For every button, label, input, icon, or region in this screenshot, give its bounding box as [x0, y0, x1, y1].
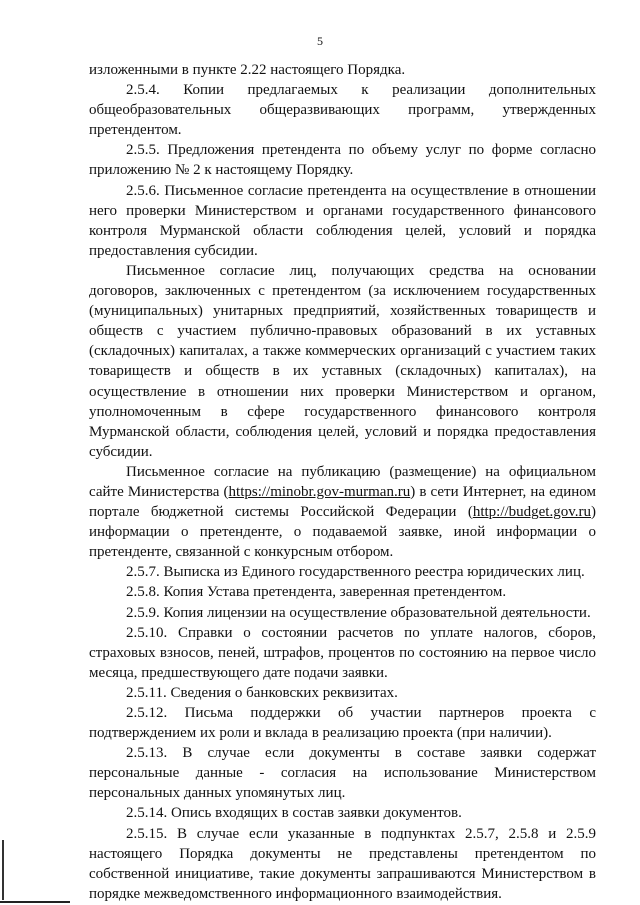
- consent-publication-text-2: ) в сети Интернет, на едином портале бюджетной системы Российской Федерации (: [89, 483, 596, 521]
- minobr-site-link[interactable]: https://minobr.gov-murman.ru: [228, 483, 411, 500]
- paragraph-2-5-10: 2.5.10. Справки о состоянии расчетов по уплате налогов, сборов, страховых взносов, пеней, штрафов, процентов по состоянию на первое число месяца, предшествующего дате подачи заявки.: [89, 624, 596, 681]
- scan-bottom-line: [0, 901, 70, 903]
- paragraph-consent-publication: [89, 462, 596, 562]
- consent-publication-text-1: Письменное согласие на публикацию (размещение) на официальном сайте Министерства (: [89, 463, 596, 500]
- paragraph-2-5-13: 2.5.13. В случае если документы в составе заявки содержат персональные данные - согласия на использование Министерством персональных данных упомянутых лиц.: [89, 745, 596, 802]
- paragraph-2-5-14: 2.5.14. Опись входящих в состав заявки документов.: [126, 805, 462, 822]
- paragraph-consent-persons: Письменное согласие лиц, получающих средства на основании договоров, заключенных с претендентом (за исключением государственных (муниципальных) унитарных предприятий, хозяйственных товариществ и обществ с участием публично-правовых образований в их уставных (складочных) капиталах, а также коммерческих организаций с участием таких товариществ и обществ в их уставных (складочных) капиталах), на осуществление в отношении них проверки Министерством и органом, уполномоченным в сфере государственного финансового контроля Мурманской области, соблюдения целей, условий и порядка предоставления субсидии.: [89, 262, 596, 460]
- paragraph-2-5-15: 2.5.15. В случае если указанные в подпунктах 2.5.7, 2.5.8 и 2.5.9 настоящего Порядка документы не представлены претендентом по собственной инициативе, такие документы запрашиваются Министерством в порядке межведомственного информационного взаимодействия.: [89, 825, 596, 902]
- document-body: [89, 60, 596, 904]
- paragraph-2-5-9: 2.5.9. Копия лицензии на осуществление образовательной деятельности.: [126, 604, 591, 621]
- paragraph-2-5-6: 2.5.6. Письменное согласие претендента на осуществление в отношении него проверки Министерством и органами государственного финансового контроля Мурманской области соблюдения целей, условий и порядка предоставления субсидии.: [89, 182, 596, 259]
- page-number: 5: [317, 34, 323, 48]
- paragraph-2-5-7: 2.5.7. Выписка из Единого государственного реестра юридических лиц.: [126, 564, 585, 581]
- paragraph-continuation: изложенными в пункте 2.22 настоящего Порядка.: [89, 62, 406, 78]
- paragraph-2-5-8: 2.5.8. Копия Устава претендента, заверенная претендентом.: [126, 584, 507, 601]
- paragraph-2-5-11: 2.5.11. Сведения о банковских реквизитах.: [126, 684, 398, 701]
- budget-portal-link[interactable]: http://budget.gov.ru: [472, 504, 591, 521]
- consent-publication-text-3: ) информации о претенденте, о подаваемой заявке, иной информации о претенденте, связанной с конкурсным отбором.: [89, 504, 596, 561]
- paragraph-2-5-12: 2.5.12. Письма поддержки об участии партнеров проекта с подтверждением их роли и вклада в реализацию проекта (при наличии).: [89, 705, 596, 742]
- paragraph-2-5-4: 2.5.4. Копии предлагаемых к реализации дополнительных общеобразовательных общеразвивающих программ, утвержденных претендентом.: [89, 82, 596, 139]
- paragraph-2-5-5: 2.5.5. Предложения претендента по объему услуг по форме согласно приложению № 2 к настоящему Порядку.: [89, 142, 596, 179]
- scan-edge-mark: [2, 840, 4, 900]
